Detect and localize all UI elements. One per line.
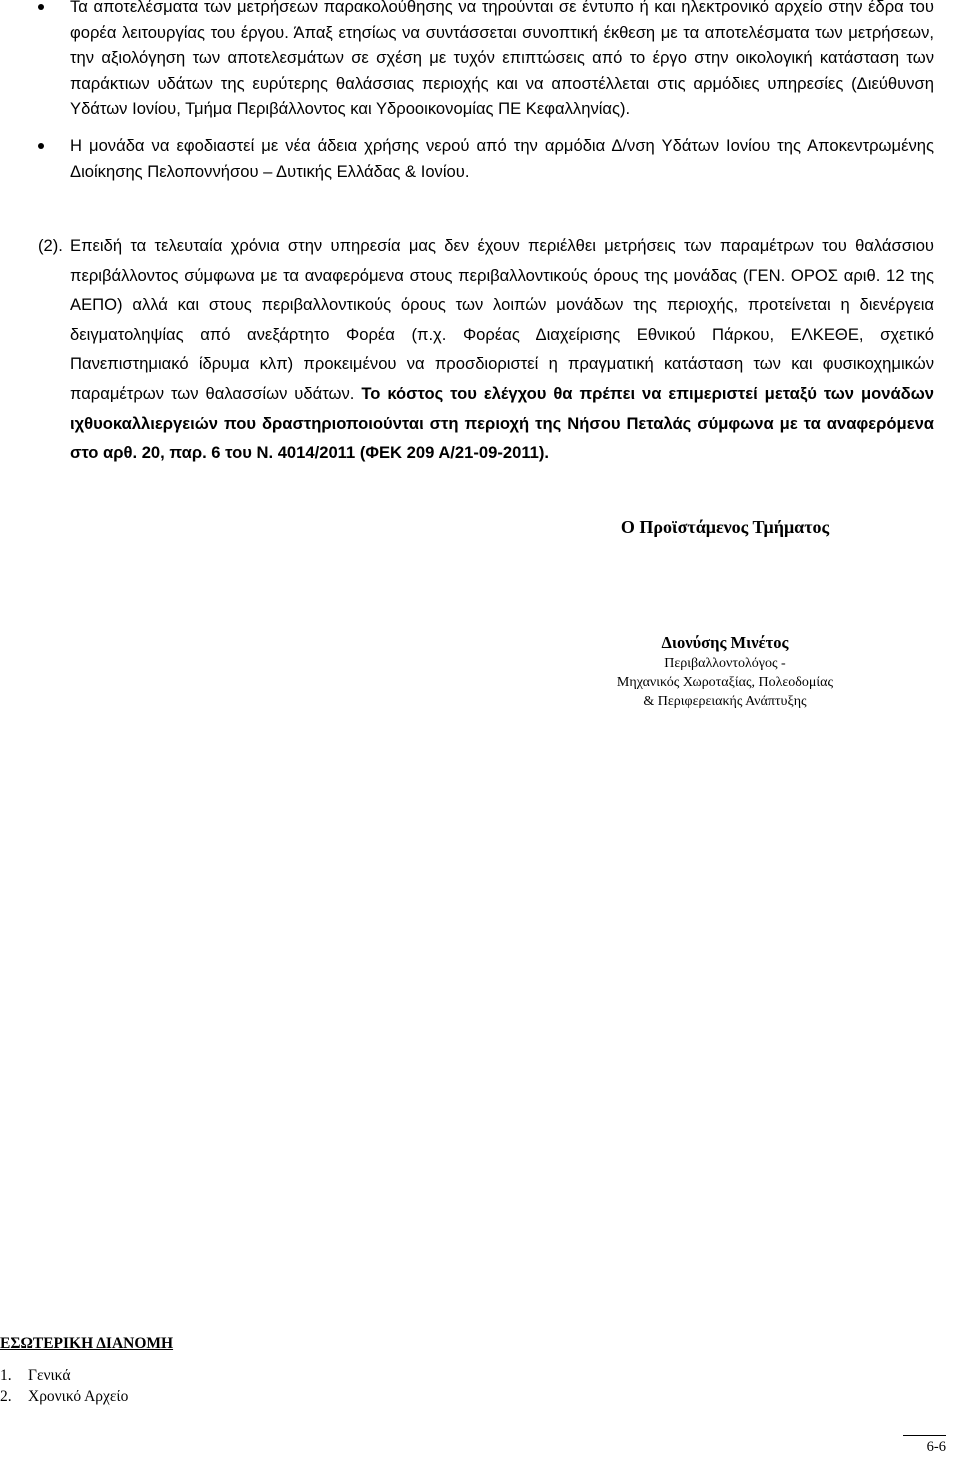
bullet-item [38, 0, 934, 122]
bullet-dot-icon [38, 4, 44, 10]
bullet-text: Τα αποτελέσματα των μετρήσεων παρακολούθησης να τηρούνται σε έντυπο ή και ηλεκτρονικό αρχείο στην έδρα του φορέα λειτουργίας του έργου. Άπαξ ετησίως να συντάσσεται συνοπτική έκθεση με τα αποτελέσματα των μετρήσεων, την αξιολόγηση των αποτελεσμάτων σε σχέση με τυχόν επιπτώσεις από το έργο στην οικολογική κατάσταση των παράκτιων υδάτων της ευρύτερης θαλάσσιας περιοχής και να αποστέλλεται στις αρμόδιες υπηρεσίες (Διεύθυνση Υδάτων Ιονίου, Τμήμα Περιβάλλοντος και Υδροοικονομίας ΠΕ Κεφαλληνίας). [70, 0, 934, 119]
page-number-rule [903, 1435, 946, 1436]
conditions-bullet-list [38, 0, 934, 184]
signer-title-line: & Περιφερειακής Ανάπτυξης [643, 694, 807, 709]
note-number: (2). [38, 236, 63, 255]
distribution-list [0, 1365, 420, 1407]
bullet-item [38, 133, 934, 184]
distribution-item-number: 2. [0, 1388, 12, 1405]
bullet-text: Η μονάδα να εφοδιαστεί με νέα άδεια χρήσης νερού από την αρμόδια Δ/νση Υδάτων Ιονίου της Αποκεντρωμένης Διοίκησης Πελοποννήσου – Δυτικής Ελλάδας & Ιονίου. [70, 135, 934, 181]
note-body [38, 231, 934, 468]
note-paragraph [38, 231, 934, 468]
distribution-item-label: Γενικά [28, 1367, 71, 1384]
distribution-item-number: 1. [0, 1367, 12, 1384]
distribution-title: ΕΣΩΤΕΡΙΚΗ ΔΙΑΝΟΜΗ [0, 1335, 174, 1352]
note-bold-text: Το κόστος του ελέγχου θα πρέπει να επιμεριστεί μεταξύ των μονάδων ιχθυοκαλλιεργειών που δραστηριοποιούνται στη περιοχή της Νήσου Πεταλάς σύμφωνα με τα αναφερόμενα στο αρθ. 20, παρ. 6 του Ν. 4014/2011 (ΦΕΚ 209 Α/21-09-2011). [70, 383, 934, 463]
internal-distribution [0, 1333, 420, 1407]
bullet-dot-icon [38, 143, 44, 149]
department-head-title: Ο Προϊστάμενος Τμήματος [620, 517, 830, 537]
signer-title-line: Μηχανικός Χωροταξίας, Πολεοδομίας [616, 675, 834, 690]
signature-block [560, 632, 890, 711]
signer-name: Διονύσης Μινέτος [661, 633, 789, 652]
page-number: 6-6 [926, 1439, 946, 1455]
distribution-item [0, 1386, 420, 1407]
distribution-item-label: Χρονικό Αρχείο [28, 1388, 129, 1405]
signer-title-line: Περιβαλλοντολόγος - [664, 656, 786, 671]
distribution-item [0, 1365, 420, 1386]
note-text: Επειδή τα τελευταία χρόνια στην υπηρεσία μας δεν έχουν περιέλθει μετρήσεις των παραμέτρων του θαλάσσιου περιβάλλοντος σύμφωνα με τα αναφερόμενα στους περιβαλλοντικούς όρους της μονάδας (ΓΕΝ. ΟΡΟΣ αριθ. 12 της ΑΕΠΟ) αλλά και στους περιβαλλοντικούς όρους των λοιπών μονάδων της περιοχής, προτείνεται η διενέργεια δειγματοληψίας από ανεξάρτητο Φορέα (π.χ. Φορέας Διαχείρισης Εθνικού Πάρκου, ΕΛΚΕΘΕ, σχετικό Πανεπιστημιακό ίδρυμα κλπ) προκειμένου να προσδιοριστεί η πραγματική κατάσταση των και φυσικοχημικών παραμέτρων των θαλασσίων υδάτων. [70, 236, 934, 403]
